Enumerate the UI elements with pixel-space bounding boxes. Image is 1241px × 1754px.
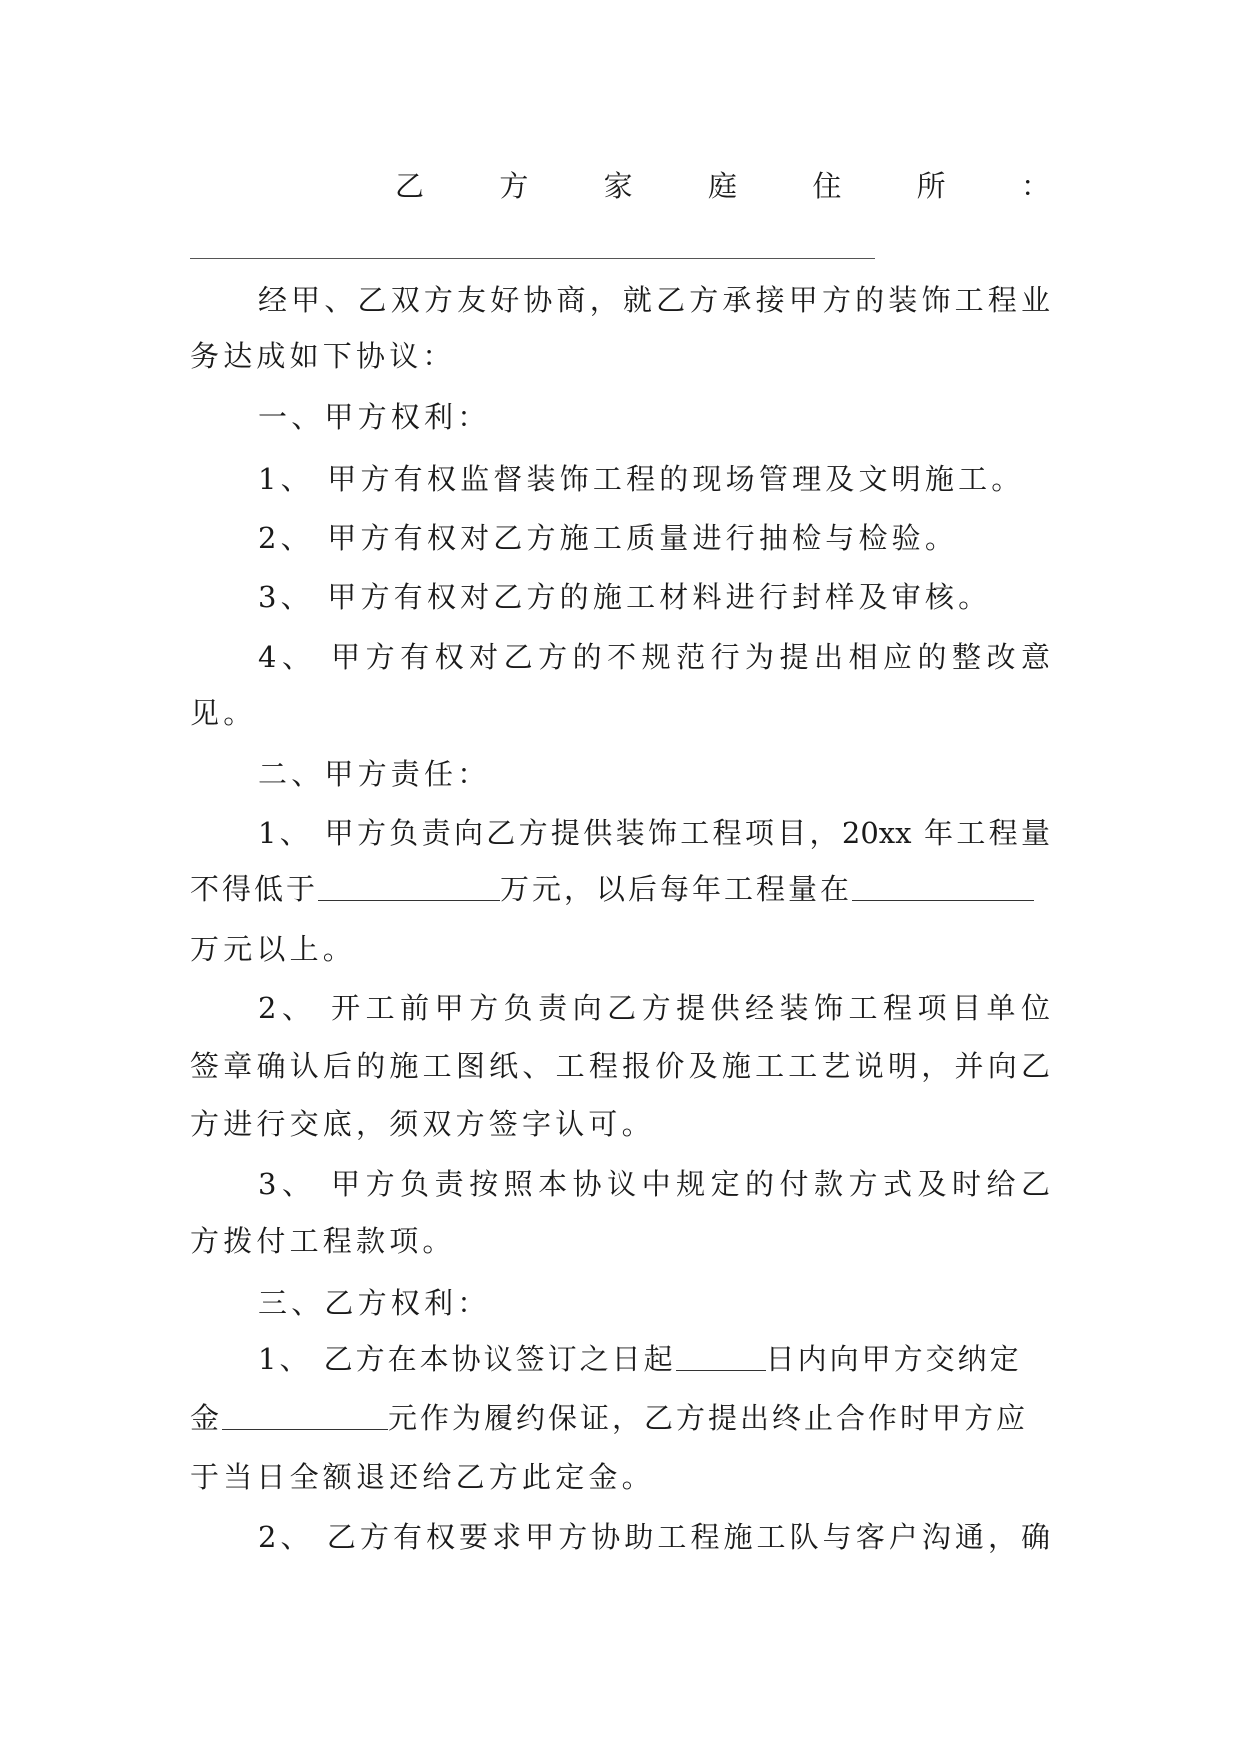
text-segment: 元作为履约保证，乙方提出终止合作时甲方应 xyxy=(388,1401,1029,1435)
text-segment: 日内向甲方交纳定 xyxy=(765,1342,1022,1376)
header-char: 住 xyxy=(812,168,842,203)
section-2-item-3-line-2: 方拨付工程款项。 xyxy=(190,1224,456,1258)
header-char: 家 xyxy=(603,168,633,203)
section-2-item-1-line-2 xyxy=(190,860,1050,918)
section-3-item-1-line-1 xyxy=(258,1330,1050,1388)
text-segment: 1、 乙方在本协议签订之日起 xyxy=(258,1342,676,1376)
section-3-item-1-line-3: 于当日全额退还给乙方此定金。 xyxy=(190,1460,655,1494)
deposit-blank xyxy=(222,1399,388,1430)
text-segment: 不得低于 xyxy=(190,872,319,906)
header-char: ： xyxy=(1020,168,1050,203)
section-2-title: 二、甲方责任： xyxy=(258,757,491,791)
text-segment: 万元，以后每年工程量在 xyxy=(500,872,853,906)
section-2-item-1-line-3: 万元以上。 xyxy=(190,932,357,966)
amount-blank xyxy=(318,870,500,901)
header-char: 方 xyxy=(499,168,529,203)
section-1-item-1: 1、 甲方有权监督装饰工程的现场管理及文明施工。 xyxy=(258,462,1025,496)
intro-line-2: 务达成如下协议： xyxy=(190,339,456,373)
section-1-title: 一、甲方权利： xyxy=(258,400,491,434)
days-blank xyxy=(676,1340,766,1371)
section-2-item-2-line-3: 方进行交底，须双方签字认可。 xyxy=(190,1107,655,1141)
section-1-item-4-line-2: 见。 xyxy=(190,696,257,730)
section-3-item-1-line-2 xyxy=(190,1389,1050,1447)
section-1-item-4-line-1: 4、 甲方有权对乙方的不规范行为提出相应的整改意 xyxy=(258,640,1050,674)
section-1-item-2: 2、 甲方有权对乙方施工质量进行抽检与检验。 xyxy=(258,521,959,555)
header-char: 所 xyxy=(916,168,946,203)
text-segment: 金 xyxy=(190,1401,223,1435)
intro-line-1: 经甲、乙双方友好协商，就乙方承接甲方的装饰工程业 xyxy=(258,283,1050,317)
address-fill-line xyxy=(190,258,875,259)
section-2-item-3-line-1: 3、 甲方负责按照本协议中规定的付款方式及时给乙 xyxy=(258,1167,1050,1201)
amount-blank xyxy=(852,870,1034,901)
section-3-item-2-line-1: 2、 乙方有权要求甲方协助工程施工队与客户沟通，确 xyxy=(258,1520,1050,1554)
section-3-title: 三、乙方权利： xyxy=(258,1286,491,1320)
section-2-item-1-line-1: 1、 甲方负责向乙方提供装饰工程项目，20xx 年工程量 xyxy=(258,816,1050,850)
section-2-item-2-line-1: 2、 开工前甲方负责向乙方提供经装饰工程项目单位 xyxy=(258,991,1050,1025)
party-b-address-label xyxy=(395,160,1050,208)
section-2-item-2-line-2: 签章确认后的施工图纸、工程报价及施工工艺说明，并向乙 xyxy=(190,1049,1050,1083)
header-char: 庭 xyxy=(707,168,737,203)
section-1-item-3: 3、 甲方有权对乙方的施工材料进行封样及审核。 xyxy=(258,580,992,614)
header-char: 乙 xyxy=(395,168,425,203)
